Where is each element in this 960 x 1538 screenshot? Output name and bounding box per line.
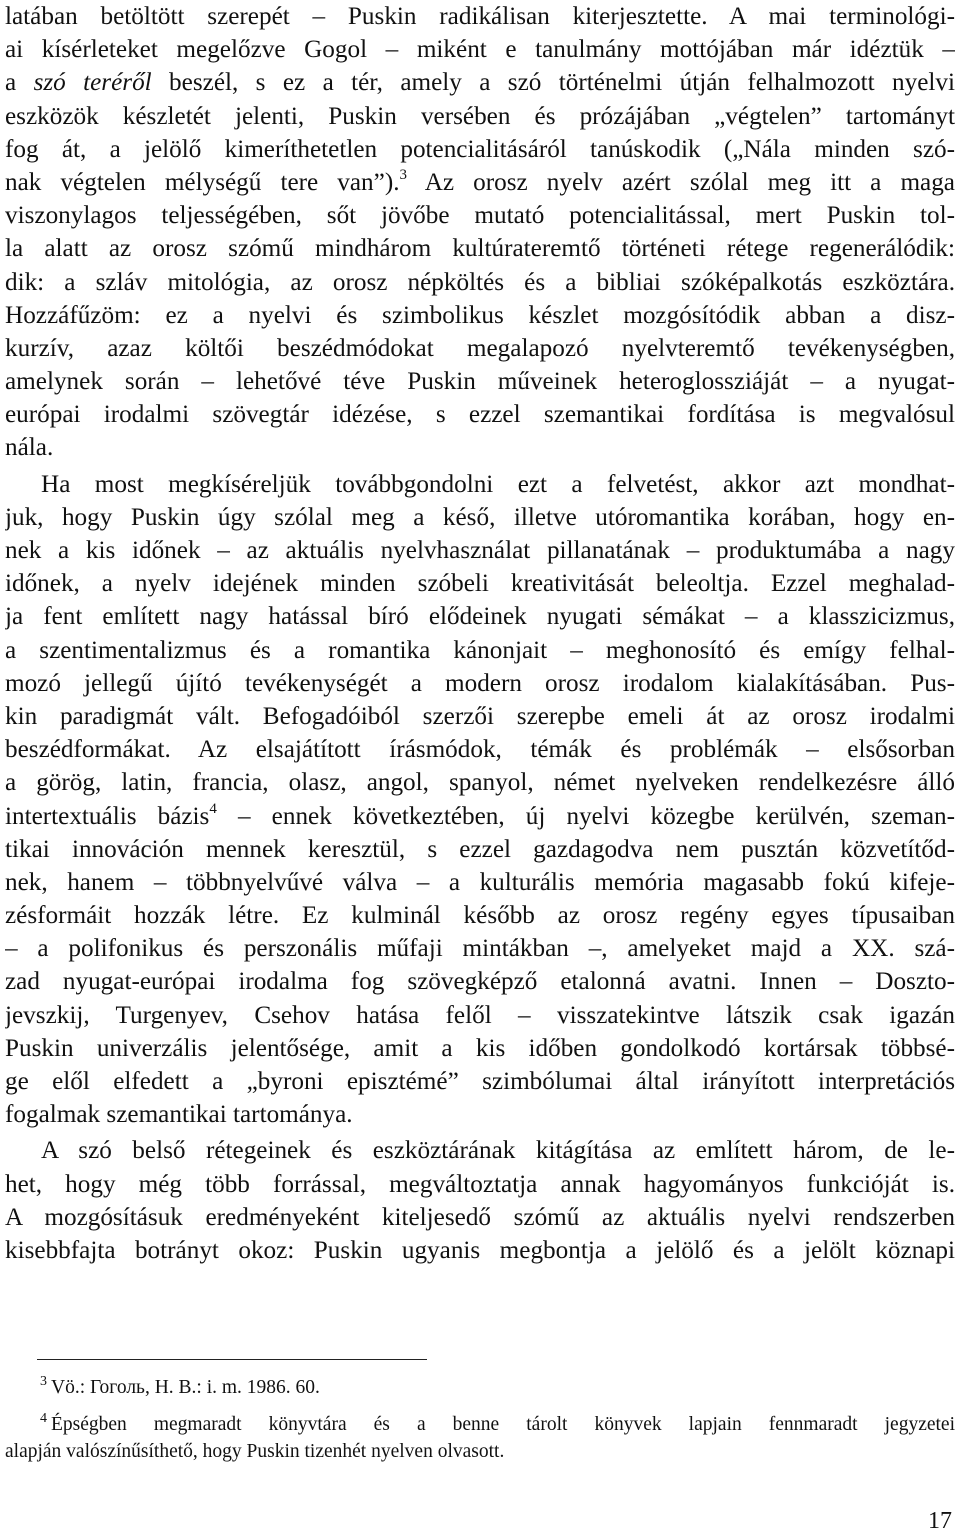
text-line: nek a kis időnek – az aktuális nyelvhasználat pillanatának – produktumába a nagy (5, 537, 955, 564)
text-line: kurzív, azaz költői beszédmódokat megalapozó nyelvteremtő tevékenységben, (5, 334, 955, 362)
footnote-line: $^4$ Épségben megmaradt könyvtára és a benne tárolt könyvek lapjain fennmaradt jegyzetei (40, 1411, 955, 1435)
paragraph-3 (5, 1134, 955, 1267)
text-line: – a polifonikus és perszonális műfaji mintákban –, amelyeket majd a XX. szá- (5, 935, 955, 963)
footnote-3 (5, 1374, 955, 1401)
footnotes (5, 1374, 955, 1465)
text-line: A szó belső rétegeinek és eszköztárának kitágítása az említett három, de le- (41, 1137, 955, 1165)
text-line: zésformáit hozzák létre. Ez kulminál később az orosz regény egyes típusaiban (5, 902, 955, 930)
text-line: juk, hogy Puskin úgy szólal meg a késő, illetve utóromantika korában, hogy en- (5, 503, 955, 531)
footnote-separator (37, 1359, 427, 1360)
paragraph-1 (5, 0, 955, 468)
footnote-4 (5, 1411, 955, 1465)
text-line: la alatt az orosz szómű mindhárom kultúrateremtő történeti rétege regenerálódik: (5, 235, 955, 263)
text-line: időnek, a nyelv idejének minden szóbeli kreativitását beleoltja. Ezzel meghalad- (5, 570, 955, 598)
text-line: ge elől elfedett a „byroni episztémé” szimbólumai által irányított interpretációs (5, 1068, 955, 1095)
text-line: Puskin univerzális jelentősége, amit a kis időben gondolkodó kortársak többsé- (5, 1034, 955, 1062)
text-line: mozó jellegű újító tevékenységét a modern orosz irodalom kialakításában. Pus- (5, 669, 955, 697)
page-number: 17 (928, 1508, 952, 1534)
text-line: tikai innováción mennek keresztül, s ezzel gazdagodva nem pusztán közvetítőd- (5, 835, 955, 863)
text-line: viszonylagos teljességében, sőt jövőbe mutató potencialitással, mert Puskin tol- (5, 202, 955, 230)
text-line: a szó teréről beszél, s ez a tér, amely a szó történelmi útján felhalmozott nyelvi (5, 69, 955, 97)
text-line: európai irodalmi szövegtár idézése, s ezzel szemantikai fordítása is megvalósul (5, 401, 955, 429)
footnote-line: $^3$ Vö.: Гоголь, Н. В.: i. m. 1986. 60. (40, 1374, 320, 1398)
paragraph-2 (5, 468, 955, 1135)
text-line: nek, hanem – többnyelvűvé válva – a kulturális memória magasabb fokú kifeje- (5, 868, 955, 896)
text-line: nak végtelen mélységű tere van”).$^3$ Az orosz nyelv azért szólal meg itt a maga (5, 166, 955, 196)
text-line: kisebbfajta botrányt okoz: Puskin ugyanis megbontja a jelölő és a jelölt köznapi (5, 1236, 955, 1264)
text-line: Hozzáfűzöm: ez a nyelvi és szimbolikus készlet mozgósítódik abban a disz- (5, 301, 955, 329)
text-line: ai kísérleteket megelőzve Gogol – miként e tanulmány mottójában már idéztük – (5, 36, 955, 64)
text-line: intertextuális bázis$^4$ – ennek következtében, új nyelvi közegbe kerülvén, szeman- (5, 800, 955, 830)
text-line: beszédformákat. Az elsajátított írásmódok, témák és problémák – elsősorban (5, 736, 955, 764)
text-line: fogalmak szemantikai tartománya. (5, 1101, 353, 1129)
footnote-ref[interactable]: 4 (209, 800, 217, 817)
italic-phrase: szó teréről (33, 69, 152, 97)
footnote-line: alapján valószínűsíthető, hogy Puskin tizenhét nyelven olvasott. (5, 1441, 505, 1462)
footnote-number: 4 (40, 1411, 47, 1426)
text-line: het, hogy még több forrással, megváltoztatja annak hagyományos funkcióját is. (5, 1170, 955, 1198)
text-line: jevszkij, Turgenyev, Csehov hatása felől – visszatekintve látszik csak igazán (5, 1001, 955, 1029)
text-line: ja fent említett nagy hatással bíró elődeinek nyugati sémákat – a klasszicizmus, (5, 603, 955, 631)
footnote-ref[interactable]: 3 (399, 166, 408, 183)
text-line: A mozgósításuk eredményeként kiteljesedő szómű az aktuális nyelvi rendszerben (5, 1203, 955, 1231)
text-line: kin paradigmát vált. Befogadóiból szerzői szerepbe emeli át az orosz irodalmi (5, 702, 955, 730)
text-line: nála. (5, 434, 54, 462)
text-line: amelynek során – lehetővé téve Puskin műveinek heteroglossziáját – a nyugat- (5, 368, 955, 396)
text-line: zad nyugat-európai irodalma fog szövegképző etalonná avatni. Innen – Doszto- (5, 968, 955, 996)
text-line: a görög, latin, francia, olasz, angol, spanyol, német nyelveken rendelkezésre álló (5, 769, 955, 797)
text-line: Ha most megkíséreljük továbbgondolni ezt a felvetést, akkor azt mondhat- (41, 470, 955, 498)
footnote-number: 3 (40, 1374, 47, 1389)
text-line: a szentimentalizmus és a romantika kánonjait – meghonosító és emígy felhal- (5, 636, 955, 664)
text-line: latában betöltött szerepét – Puskin radikálisan kiterjesztette. A mai terminológi- (5, 3, 955, 30)
text-line: fog át, a jelölő kimeríthetetlen potencialitásáról tanúskodik („Nála minden szó- (5, 135, 955, 163)
page-body (5, 0, 955, 1267)
text-line: eszközök készletét jelenti, Puskin versében és prózájában „végtelen” tartományt (5, 102, 955, 130)
text-line: dik: a szláv mitológia, az orosz népköltés és a bibliai szóképalkotás eszköztára. (5, 268, 955, 296)
